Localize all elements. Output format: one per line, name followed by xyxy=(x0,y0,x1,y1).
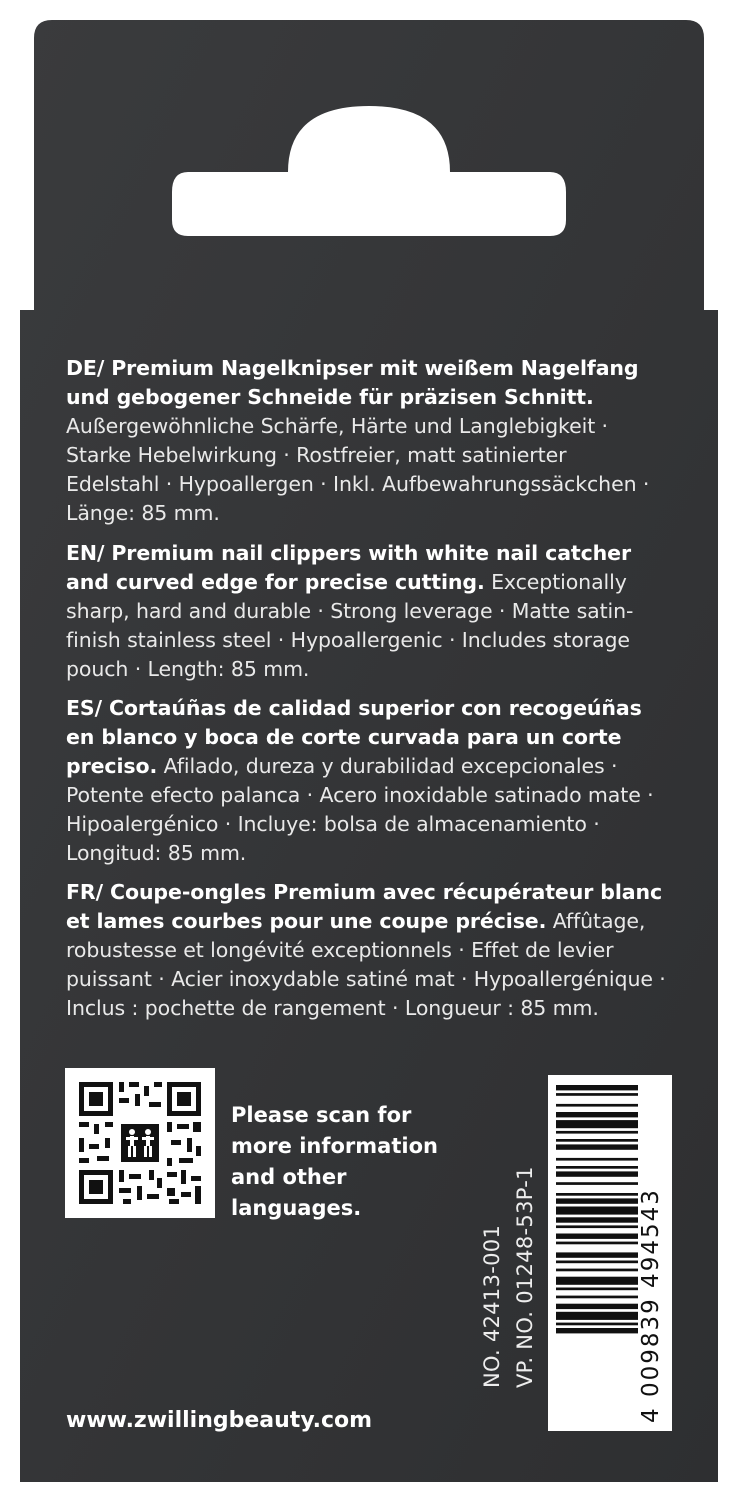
section-en xyxy=(66,539,666,684)
barcode-bar xyxy=(556,1120,638,1128)
section-en-lead: EN/ Premium nail clippers with white nail catcher and curved edge for precise cutting. xyxy=(66,541,631,594)
zwilling-twin-logo-icon xyxy=(117,1120,163,1166)
barcode-bar xyxy=(556,1171,638,1176)
barcode-bar xyxy=(556,1085,638,1090)
barcode-bar xyxy=(556,1182,638,1185)
barcode-bar xyxy=(556,1277,638,1285)
section-de-lead: DE/ Premium Nagelknipser mit weißem Nagelfang und gebogener Schneide für präzisen Schnitt. xyxy=(66,356,639,409)
barcode-bar xyxy=(556,1234,638,1239)
website-url[interactable]: www.zwillingbeauty.com xyxy=(66,1408,373,1433)
section-fr xyxy=(66,878,666,1023)
barcode-bar xyxy=(556,1242,638,1245)
barcode-bar xyxy=(556,1217,638,1222)
qr-code-icon xyxy=(65,1068,215,1218)
section-es xyxy=(66,694,666,868)
section-es-lead: ES/ Cortaúñas de calidad superior con recogeúñas en blanco y boca de corte curvada para un corte preciso. xyxy=(66,696,642,778)
barcode-bar xyxy=(556,1193,638,1196)
barcode-digits: 4 009839 494543 xyxy=(638,1188,664,1423)
barcode-bar xyxy=(556,1225,638,1228)
barcode-bar xyxy=(556,1328,638,1333)
qr-code[interactable] xyxy=(65,1068,215,1218)
barcode-bar xyxy=(556,1112,638,1117)
barcode-bar xyxy=(556,1166,638,1169)
barcode-bar xyxy=(556,1131,638,1134)
barcode-bar xyxy=(556,1261,638,1264)
vp-number: VP. NO. 01248-53P-1 xyxy=(513,1166,537,1388)
barcode-bar xyxy=(556,1323,638,1326)
barcode-panel xyxy=(548,1075,672,1431)
barcode-bar xyxy=(556,1269,638,1272)
section-fr-lead: FR/ Coupe-ongles Premium avec récupérateur blanc et lames courbes pour une coupe précise. xyxy=(66,880,663,933)
section-de xyxy=(66,354,666,528)
barcode-bar xyxy=(556,1207,638,1215)
barcode-bar xyxy=(556,1252,638,1257)
packaging-card xyxy=(20,20,718,1482)
section-en-body: Exceptionally sharp, hard and durable · Strong leverage · Matte satin-finish stainless steel · Hypoallergenic · Includes storage pouch · Length: 85 mm. xyxy=(66,570,634,681)
section-de-body: Außergewöhnliche Schärfe, Härte und Langlebigkeit · Starke Hebelwirkung · Rostfreier, matt satinierter Edelstahl · Hypoallergen · Inkl. Aufbewahrungssäckchen · Länge: 85 mm. xyxy=(66,414,650,525)
barcode-bar xyxy=(556,1139,638,1142)
barcode-bar xyxy=(556,1093,638,1096)
barcode-bar xyxy=(556,1288,638,1291)
section-fr-body: Affûtage, robustesse et longévité exceptionnels · Effet de levier puissant · Acier inoxydable satiné mat · Hypoallergénique · Inclus : pochette de rangement · Longueur : 85 mm. xyxy=(66,909,666,1020)
barcode-bar xyxy=(556,1158,638,1161)
section-es-body: Afilado, dureza y durabilidad excepcionales · Potente efecto palanca · Acero inoxidable satinado mate · Hipoalergénico · Incluye: bolsa de almacenamiento · Longitud: 85 mm. xyxy=(66,754,654,865)
barcode-bar xyxy=(556,1296,638,1299)
scan-instruction: Please scan for more information and other languages. xyxy=(231,1103,438,1220)
article-number: NO. 42413-001 xyxy=(480,1224,504,1388)
barcode-bar xyxy=(556,1144,638,1149)
barcode-bar xyxy=(556,1304,638,1309)
barcode-bar xyxy=(556,1312,638,1320)
barcode-bar xyxy=(556,1198,638,1203)
barcode-bar xyxy=(556,1104,638,1107)
